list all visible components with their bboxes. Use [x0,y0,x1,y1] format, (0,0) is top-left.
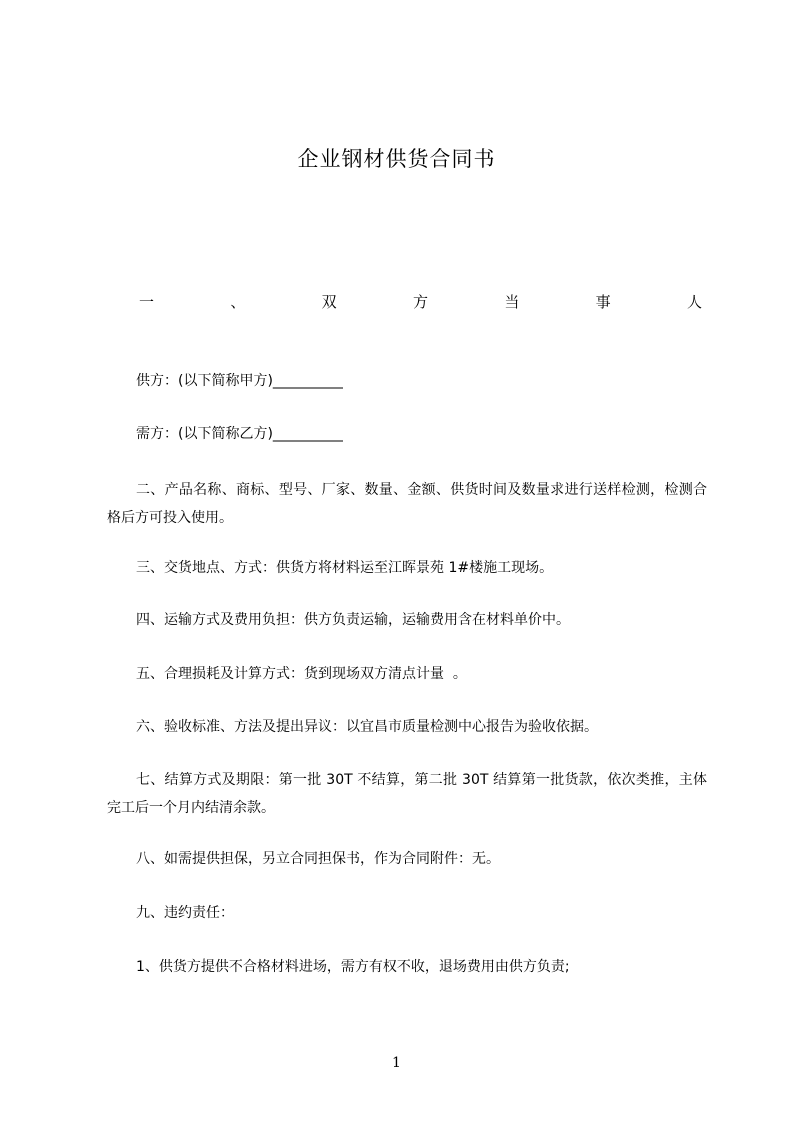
heading-char: 人 [686,293,702,311]
clause-3: 三、交货地点、方式：供货方将材料运至江晖景苑 1#楼施工现场。 [136,560,554,576]
heading-char: 双 [321,293,337,311]
clause-4: 四、运输方式及费用负担：供方负责运输，运输费用含在材料单价中。 [136,612,570,628]
heading-char: 当 [504,293,520,311]
heading-char: 、 [230,293,246,311]
section-heading-parties [139,291,702,312]
heading-char: 事 [595,293,611,311]
buyer-line: 需方：(以下简称乙方)__________ [136,426,343,442]
clause-6: 六、验收标准、方法及提出异议：以宜昌市质量检测中心报告为验收依据。 [136,719,598,735]
document-title: 企业钢材供货合同书 [297,147,496,171]
clause-2: 二、产品名称、商标、型号、厂家、数量、金额、供货时间及数量求进行送样检测，检测合格后方可投入使用。 [107,482,707,526]
page-number: 1 [392,1055,401,1071]
clause-9-item-1: 1、供货方提供不合格材料进场，需方有权不收，退场费用由供方负责; [136,959,570,975]
supplier-line: 供方：(以下简称甲方)__________ [136,373,343,389]
clause-7: 七、结算方式及期限：第一批 30T 不结算，第二批 30T 结算第一批货款，依次类推，主体完工后一个月内结清余款。 [107,772,707,816]
clause-9: 九、违约责任： [136,905,234,921]
clause-5: 五、合理损耗及计算方式：货到现场双方清点计量 。 [136,666,467,682]
heading-char: 方 [412,293,428,311]
clause-8: 八、如需提供担保，另立合同担保书，作为合同附件：无。 [136,851,500,867]
heading-char: 一 [139,293,155,311]
